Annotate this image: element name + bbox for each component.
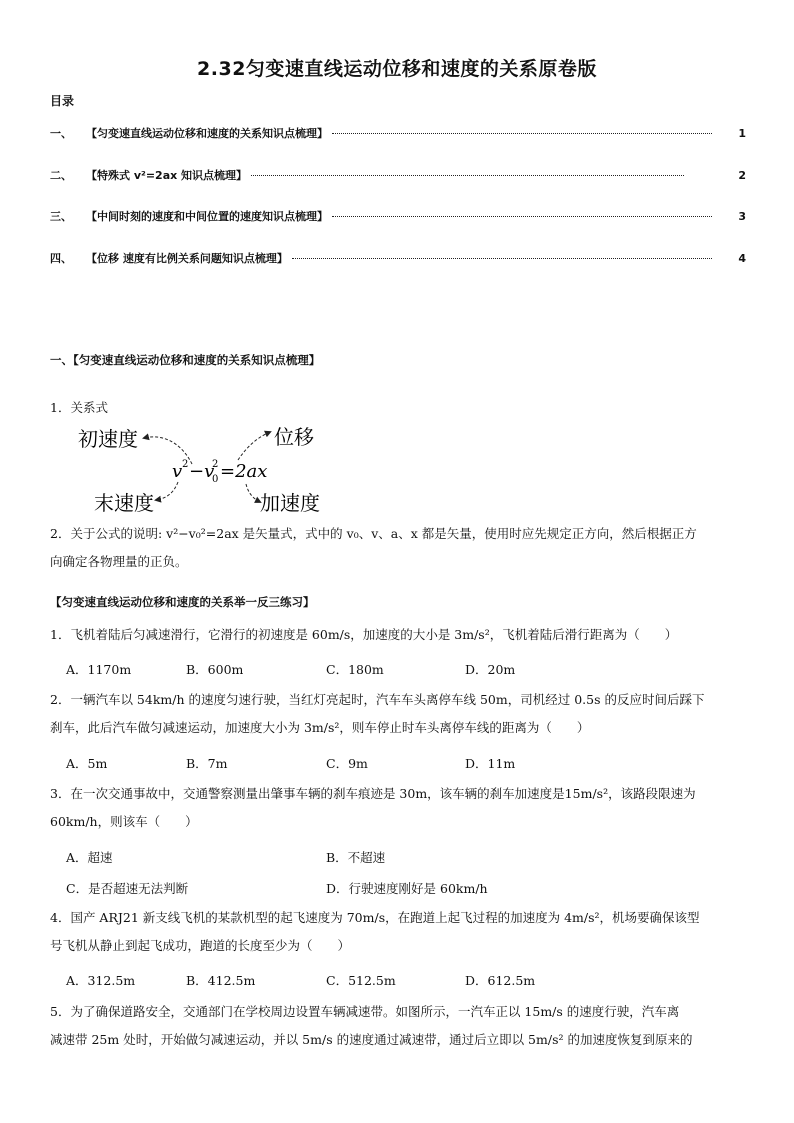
question-3-stem-line-2: 60km/h，则该车（ ） — [50, 814, 198, 829]
formula — [172, 459, 267, 485]
question-4-option-b[interactable]: B．412.5m — [186, 973, 256, 988]
toc-leader-dots — [292, 258, 712, 259]
point-1-label: 1．关系式 — [50, 400, 108, 415]
question-1-option-c[interactable]: C．180m — [326, 662, 384, 677]
arrow-to-acceleration — [246, 484, 260, 502]
page-title: 2.32匀变速直线运动位移和速度的关系原卷版 — [197, 58, 597, 80]
toc-page-number: 2 — [738, 169, 746, 182]
initial-velocity-label: 初速度 — [78, 427, 138, 451]
question-1-stem: 1．飞机着陆后匀减速滑行，它滑行的初速度是 60m/s，加速度的大小是 3m/s²，飞机着陆后滑行距离为（ ） — [50, 627, 678, 642]
question-3-stem — [50, 780, 750, 836]
toc-title: 【中间时刻的速度和中间位置的速度知识点梳理】 — [86, 210, 328, 223]
point-2-line-2: 向确定各物理量的正负。 — [50, 554, 188, 569]
toc-number: 一、 — [50, 127, 72, 140]
acceleration-label: 加速度 — [260, 491, 320, 515]
question-2-stem-line-2: 刹车，此后汽车做匀减速运动，加速度大小为 3m/s²，则车停止时车头离停车线的距离为（ ） — [50, 720, 590, 735]
question-4-stem-line-2: 号飞机从静止到起飞成功，跑道的长度至少为（ ） — [50, 938, 351, 953]
question-3-option-c[interactable]: C．是否超速无法判断 — [66, 881, 189, 896]
toc-item-2[interactable] — [50, 167, 746, 185]
toc-title: 【位移 速度有比例关系问题知识点梳理】 — [86, 252, 288, 265]
toc-title: 【特殊式 v²=2ax 知识点梳理】 — [86, 169, 248, 182]
question-4-stem — [50, 904, 750, 960]
toc-number: 三、 — [50, 210, 72, 223]
question-2-option-c[interactable]: C．9m — [326, 756, 368, 771]
question-2-stem-line-1: 2．一辆汽车以 54km/h 的速度匀速行驶，当红灯亮起时，汽车车头离停车线 50m，司机经过 0.5s 的反应时间后踩下 — [50, 692, 705, 707]
final-velocity-label: 末速度 — [94, 491, 154, 515]
question-2-option-b[interactable]: B．7m — [186, 756, 228, 771]
toc-heading: 目录 — [50, 94, 75, 108]
question-4-option-a[interactable]: A．312.5m — [66, 973, 136, 988]
question-2-option-d[interactable]: D．11m — [465, 756, 516, 771]
practice-heading: 【匀变速直线运动位移和速度的关系举一反三练习】 — [50, 595, 315, 609]
toc-leader-dots — [332, 216, 712, 217]
toc-item-3[interactable] — [50, 208, 746, 226]
toc-leader-dots — [332, 133, 712, 134]
toc-number: 四、 — [50, 252, 72, 265]
question-3-option-b[interactable]: B．不超速 — [326, 850, 386, 865]
toc-number: 二、 — [50, 169, 72, 182]
question-3-option-a[interactable]: A．超速 — [66, 850, 113, 865]
question-1-option-b[interactable]: B．600m — [186, 662, 244, 677]
question-4-stem-line-1: 4．国产 ARJ21 新支线飞机的某款机型的起飞速度为 70m/s，在跑道上起飞过程的加速度为 4m/s²，机场要确保该型 — [50, 910, 700, 925]
relation-diagram — [60, 420, 380, 520]
question-4-option-c[interactable]: C．512.5m — [326, 973, 396, 988]
formula-v-power: 2 — [182, 459, 189, 470]
toc-page-number: 3 — [738, 210, 746, 223]
formula-v: v — [172, 461, 183, 482]
question-3-option-d[interactable]: D．行驶速度刚好是 60km/h — [326, 881, 488, 896]
formula-v0-power: 2 — [212, 459, 219, 470]
question-1-option-a[interactable]: A．1170m — [66, 662, 132, 677]
question-2-stem — [50, 686, 750, 742]
question-1-option-d[interactable]: D．20m — [465, 662, 516, 677]
toc-page-number: 1 — [738, 127, 746, 140]
section-heading: 一、【匀变速直线运动位移和速度的关系知识点梳理】 — [50, 353, 321, 367]
point-2-line-1: 2．关于公式的说明: v²−v₀²=2ax 是矢量式，式中的 v₀、v、a、x 都是矢量，使用时应先规定正方向，然后根据正方 — [50, 526, 697, 541]
formula-v0: −v — [189, 461, 215, 482]
question-4-option-d[interactable]: D．612.5m — [465, 973, 536, 988]
toc-item-4[interactable] — [50, 250, 746, 268]
question-5-stem-line-1: 5．为了确保道路安全，交通部门在学校周边设置车辆减速带。如图所示，一汽车正以 15m/s 的速度行驶，汽车离 — [50, 1004, 680, 1019]
question-2-option-a[interactable]: A．5m — [66, 756, 108, 771]
arrow-to-final-velocity — [156, 482, 178, 500]
toc-leader-dots — [251, 175, 684, 176]
formula-v0-subscript: 0 — [212, 474, 219, 485]
toc-page-number: 4 — [738, 252, 746, 265]
question-5-stem-line-2: 减速带 25m 处时，开始做匀减速运动，并以 5m/s 的速度通过减速带，通过后立即以 5m/s² 的加速度恢复到原来的 — [50, 1032, 693, 1047]
toc-title: 【匀变速直线运动位移和速度的关系知识点梳理】 — [86, 127, 328, 140]
question-5-stem — [50, 998, 750, 1054]
displacement-label: 位移 — [274, 425, 314, 449]
question-3-stem-line-1: 3．在一次交通事故中，交通警察测量出肇事车辆的刹车痕迹是 30m，该车辆的刹车加速度是15m/s²，该路段限速为 — [50, 786, 696, 801]
point-2 — [50, 520, 750, 576]
formula-rhs: =2ax — [220, 461, 268, 482]
toc-item-1[interactable] — [50, 125, 746, 143]
arrow-to-displacement — [238, 432, 270, 460]
